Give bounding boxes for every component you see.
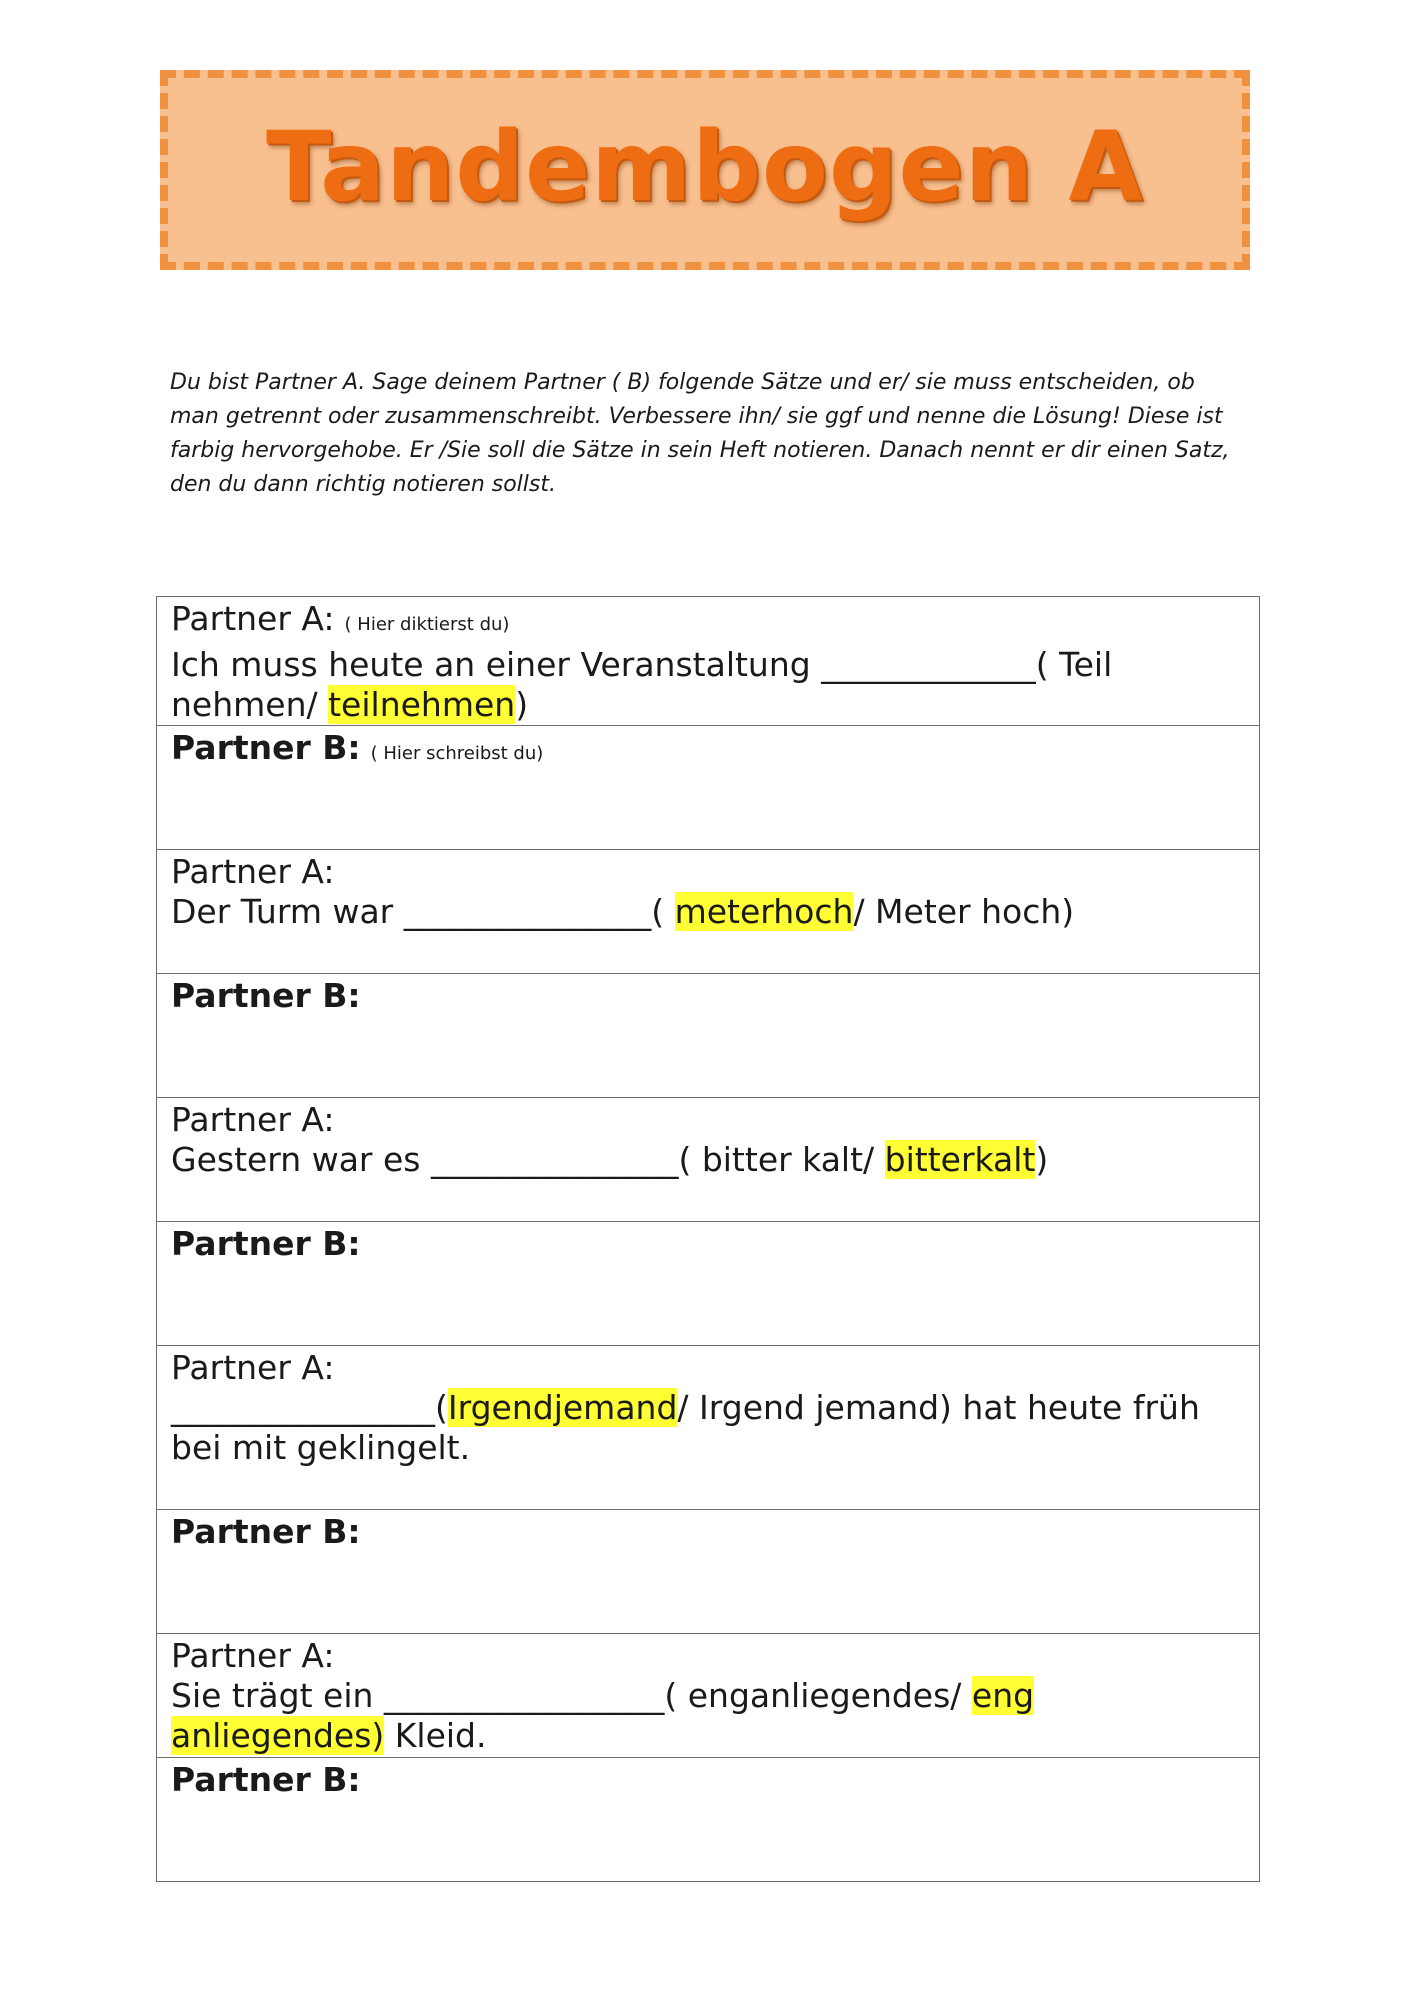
dictation-hint: ( Hier diktierst du): [344, 614, 510, 635]
table-row: [157, 1098, 1260, 1222]
sentence-before: ________________(: [171, 1388, 448, 1427]
partner-a-cell: [157, 1346, 1260, 1510]
sentence-before: Gestern war es _______________( bitter kalt/: [171, 1140, 885, 1179]
sentence-before: Sie trägt ein _________________( enganliegendes/: [171, 1676, 972, 1715]
partner-a-label: Partner A:: [171, 1100, 335, 1139]
table-row: [157, 1634, 1260, 1758]
sentence-after: ): [515, 685, 529, 724]
solution-highlight: eng anliegendes): [171, 1676, 1035, 1755]
partner-a-label: Partner A:: [171, 1348, 335, 1387]
partner-b-cell: [157, 1758, 1260, 1882]
partner-a-label: Partner A:: [171, 852, 335, 891]
partner-b-label: Partner B:: [171, 976, 361, 1015]
sentence-text: [171, 1140, 1245, 1180]
solution-highlight: meterhoch: [674, 892, 854, 931]
partner-a-cell: [157, 1098, 1260, 1222]
partner-b-label: Partner B:: [171, 728, 361, 767]
solution-highlight: bitterkalt: [884, 1140, 1036, 1179]
instructions-text: Du bist Partner A. Sage deinem Partner ( B) folgende Sätze und er/ sie muss entscheiden, ob man getrennt oder zusammenschreibt. Verbessere ihn/ sie ggf und nenne die Lösung! Diese ist farbig hervorgehobe. Er /Sie soll die Sätze in sein Heft notieren. Danach nennt er dir einen Satz, den du dann richtig notieren sollst.: [170, 370, 1230, 497]
partner-a-cell: [157, 1634, 1260, 1758]
sentence-after: / Meter hoch): [853, 892, 1075, 931]
table-row: [157, 850, 1260, 974]
sentence-text: [171, 1676, 1245, 1756]
partner-b-cell: [157, 1510, 1260, 1634]
sentence-after: ): [1035, 1140, 1049, 1179]
sentence-text: [171, 892, 1245, 932]
table-row: [157, 1758, 1260, 1882]
partner-b-label: Partner B:: [171, 1760, 361, 1799]
writing-hint: ( Hier schreibst du): [370, 743, 544, 764]
table-row: [157, 1346, 1260, 1510]
exercise-table: [156, 596, 1260, 1882]
sentence-before: Der Turm war _______________(: [171, 892, 675, 931]
partner-b-label: Partner B:: [171, 1224, 361, 1263]
sentence-after: / Irgend jemand) hat heute früh bei mit geklingelt.: [171, 1388, 1200, 1467]
title-banner: [160, 70, 1250, 270]
table-row: [157, 726, 1260, 850]
table-row: [157, 597, 1260, 726]
sentence-text: [171, 645, 1245, 725]
partner-a-label: Partner A:: [171, 1636, 335, 1675]
partner-a-cell: [157, 597, 1260, 726]
partner-a-cell: [157, 850, 1260, 974]
sentence-after: Kleid.: [384, 1716, 487, 1755]
sentence-text: [171, 1388, 1245, 1468]
page-title: Tandembogen A: [266, 111, 1144, 223]
sentence-before: Ich muss heute an einer Veranstaltung _____________( Teil nehmen/: [171, 645, 1113, 724]
solution-highlight: Irgendjemand: [447, 1388, 678, 1427]
partner-b-cell: [157, 726, 1260, 850]
table-row: [157, 974, 1260, 1098]
partner-b-cell: [157, 1222, 1260, 1346]
partner-b-label: Partner B:: [171, 1512, 361, 1551]
partner-a-label: Partner A:: [171, 599, 335, 638]
table-row: [157, 1510, 1260, 1634]
table-row: [157, 1222, 1260, 1346]
partner-b-cell: [157, 974, 1260, 1098]
solution-highlight: teilnehmen: [328, 685, 516, 724]
